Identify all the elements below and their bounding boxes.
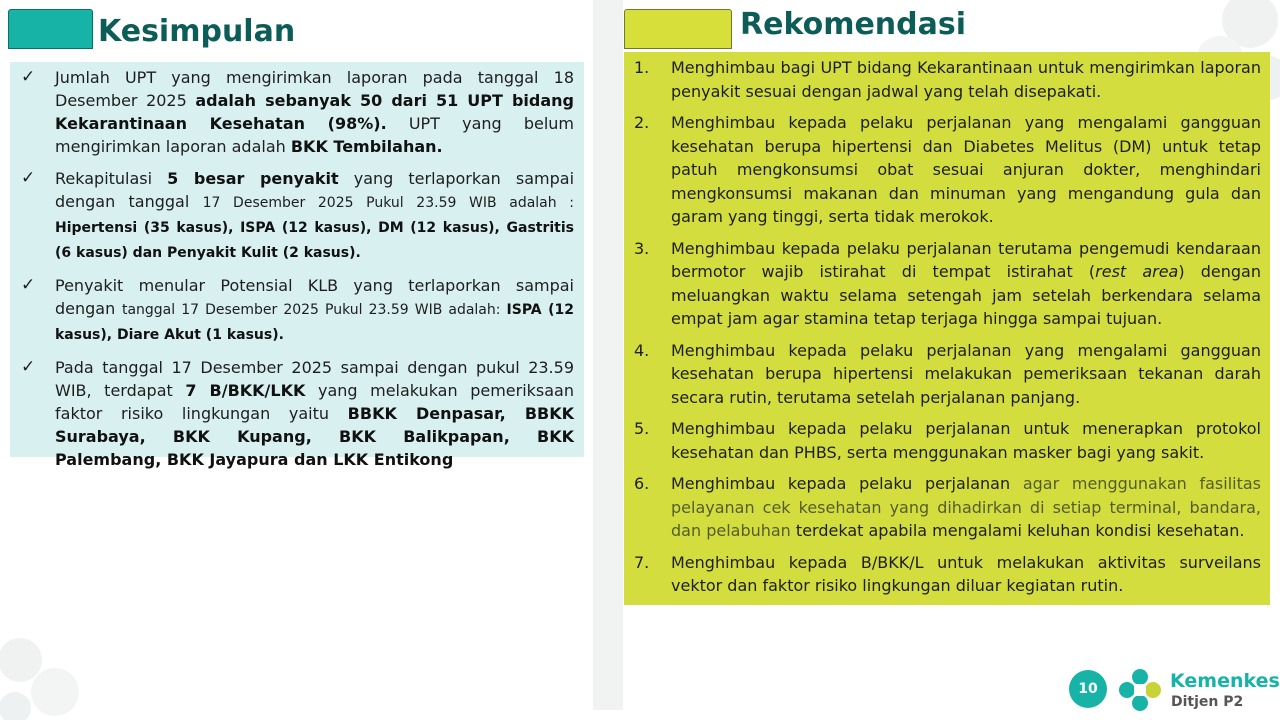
conclusion-item: ✓ Pada tanggal 17 Desember 2025 sampai dengan pukul 23.59 WIB, terdapat 7 B/BKK/LKK yang melakukan pemeriksaan faktor risiko lingkungan yaitu BBKK Denpasar, BBKK Surabaya, BKK Kupang, BKK Balikpapan, BKK Palembang, BKK Jayapura dan LKK Entikong [21,357,575,469]
bottom-left-decoration [0,630,90,720]
recommendation-panel [624,52,1270,605]
recommendation-title: Rekomendasi [740,7,967,42]
logo-name: Kemenkes [1170,670,1280,692]
conclusion-item: ✓ Rekapitulasi 5 besar penyakit yang terlaporkan sampai dengan tanggal 17 Desember 2025 Pukul 23.59 WIB adalah : Hipertensi (35 kasus), ISPA (12 kasus), DM (12 kasus), Gastritis (6 kasus) dan Penyakit Kulit (2 kasus). [21,168,575,261]
item-number: 3. [634,238,650,258]
conclusion-item: ✓ Penyakit menular Potensial KLB yang terlaporkan sampai dengan tanggal 17 Desember 2025 Pukul 23.59 WIB adalah: ISPA (12 kasus), Diare Akut (1 kasus). [21,275,574,343]
item-number: 7. [634,552,650,572]
conclusion-panel [10,62,584,469]
center-divider [593,0,623,710]
recommendation-list [624,52,1270,598]
recommendation-item: 7. Menghimbau kepada B/BKK/L untuk melakukan aktivitas surveilans vektor dan faktor risiko lingkungan diluar kegiatan rutin. [634,552,1261,595]
recommendation-item: 3. Menghimbau kepada pelaku perjalanan terutama pengemudi kendaraan bermotor wajib istirahat di tempat istirahat (rest area) dengan meluangkan waktu selama setengah jam setelah berkendara selama empat jam agar stamina tetap terjaga hingga sampai tujuan. [634,238,1261,328]
conclusion-list [10,62,584,471]
item-number: 6. [634,474,650,493]
kemenkes-logo-icon [1117,667,1163,713]
item-number: 2. [634,113,650,132]
logo-subtitle: Ditjen P2 [1171,694,1244,710]
recommendation-item: 5. Menghimbau kepada pelaku perjalanan untuk menerapkan protokol kesehatan dan PHBS, serta menggunakan masker bagi yang sakit. [634,419,1261,462]
recommendation-item: 1. Menghimbau bagi UPT bidang Kekarantinaan untuk mengirimkan laporan penyakit sesuai dengan jadwal yang telah disepakati. [634,58,1261,101]
conclusion-item: ✓ Jumlah UPT yang mengirimkan laporan pada tanggal 18 Desember 2025 adalah sebanyak 50 dari 51 UPT bidang Kekarantinaan Kesehatan (98%). UPT yang belum mengirimkan laporan adalah BKK Tembilahan. [21,67,575,156]
checkmark-icon: ✓ [21,168,36,188]
item-number: 4. [634,340,650,360]
recommendation-tab-marker [624,9,732,49]
recommendation-item: 4. Menghimbau kepada pelaku perjalanan yang mengalami gangguan kesehatan berupa hipertensi melakukan pemeriksaan tekanan darah secara rutin, terutama setelah perjalanan panjang. [634,340,1261,407]
checkmark-icon: ✓ [21,357,36,377]
item-number: 1. [634,58,650,77]
recommendation-item: 6. Menghimbau kepada pelaku perjalanan agar menggunakan fasilitas pelayanan cek kesehatan yang dihadirkan di setiap terminal, bandara, dan pelabuhan terdekat apabila mengalami keluhan kondisi kesehatan. [634,474,1261,540]
item-number: 5. [634,419,650,438]
conclusion-tab-marker [8,9,93,49]
conclusion-title: Kesimpulan [98,14,296,49]
recommendation-item: 2. Menghimbau kepada pelaku perjalanan yang mengalami gangguan kesehatan berupa hipertensi dan Diabetes Melitus (DM) untuk tetap patuh mengkonsumsi obat sesuai anjuran dokter, menghindari mengkonsumsi makanan dan minuman yang mengandung gula dan garam yang tinggi, serta tidak merokok. [634,113,1261,226]
checkmark-icon: ✓ [21,67,36,87]
page-number: 10 [1069,670,1107,708]
checkmark-icon: ✓ [21,275,36,295]
